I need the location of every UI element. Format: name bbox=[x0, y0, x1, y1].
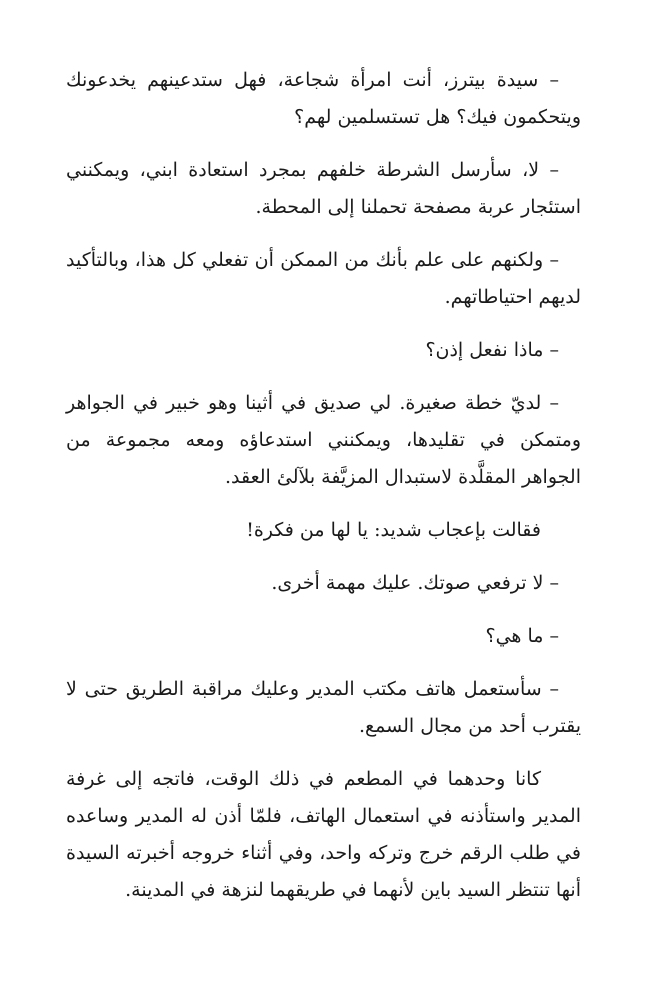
dialogue-paragraph: – سيدة بيترز، أنت امرأة شجاعة، فهل ستدعينهم يخدعونك ويتحكمون فيك؟ هل تستسلمين لهم؟ bbox=[66, 69, 581, 128]
dialogue-paragraph: – لا ترفعي صوتك. عليك مهمة أخرى. bbox=[271, 572, 559, 594]
dialogue-paragraph: – لديّ خطة صغيرة. لي صديق في أثينا وهو خبير في الجواهر ومتمكن في تقليدها، ويمكنني استدعاؤه ومعه مجموعة من الجواهر المقلَّدة لاستبدال المزيَّفة بلآلئ العقد. bbox=[66, 392, 581, 488]
book-page bbox=[66, 62, 581, 925]
dialogue-paragraph: – ما هي؟ bbox=[485, 625, 559, 647]
narration-paragraph: فقالت بإعجاب شديد: يا لها من فكرة! bbox=[246, 519, 541, 541]
dialogue-paragraph: – ماذا نفعل إذن؟ bbox=[425, 339, 559, 361]
dialogue-paragraph: – سأستعمل هاتف مكتب المدير وعليك مراقبة الطريق حتى لا يقترب أحد من مجال السمع. bbox=[66, 678, 581, 737]
dialogue-paragraph: – لا، سأرسل الشرطة خلفهم بمجرد استعادة ابني، ويمكنني استئجار عربة مصفحة تحملنا إلى المحطة. bbox=[66, 159, 581, 218]
narration-paragraph: كانا وحدهما في المطعم في ذلك الوقت، فاتجه إلى غرفة المدير واستأذنه في استعمال الهاتف، فلمّا أذن له المدير وساعده في طلب الرقم خرج وتركه واحد، وفي أثناء خروجه أخبرته السيدة أنها تنتظر السيد باين لأنهما في طريقهما لنزهة في المدينة. bbox=[66, 768, 581, 901]
dialogue-paragraph: – ولكنهم على علم بأنك من الممكن أن تفعلي كل هذا، وبالتأكيد لديهم احتياطاتهم. bbox=[66, 249, 581, 308]
